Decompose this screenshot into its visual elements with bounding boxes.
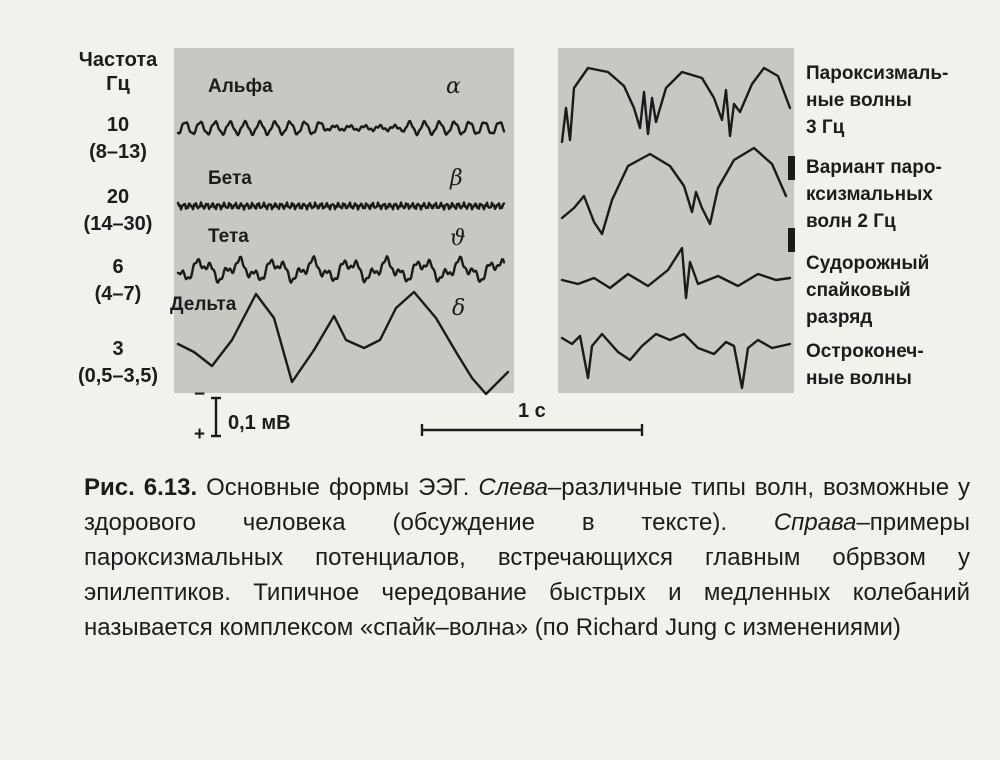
frequency-header-line-1: Частота bbox=[78, 49, 158, 71]
label-line: ксизмальных bbox=[806, 184, 933, 205]
frequency-header bbox=[66, 48, 170, 96]
delta-freq-value: 3 bbox=[112, 338, 124, 360]
label-line: спайковый bbox=[806, 280, 911, 301]
label-line: ные волны bbox=[806, 368, 912, 389]
label-line: Пароксизмаль- bbox=[806, 63, 949, 84]
beta-freq-range: (14–30) bbox=[83, 213, 153, 235]
beta-frequency bbox=[60, 184, 176, 238]
beta-symbol: β bbox=[450, 166, 463, 191]
seizure-spike-label bbox=[806, 250, 929, 331]
time-scale-label: 1 с bbox=[518, 400, 546, 422]
caption-dash-1: – bbox=[547, 474, 562, 501]
theta-label: Тета bbox=[208, 226, 249, 247]
amplitude-scale-bar bbox=[206, 394, 226, 444]
alpha-freq-range: (8–13) bbox=[89, 141, 147, 163]
label-line: ные волны bbox=[806, 90, 912, 111]
delta-label: Дельта bbox=[170, 294, 237, 315]
alpha-frequency bbox=[66, 112, 170, 166]
delta-wave-trace bbox=[174, 48, 514, 393]
amplitude-scale-label: 0,1 мВ bbox=[228, 412, 291, 434]
caption-right-text: примеры пароксизмальных потенциалов, встречающихся главным обрвзом у эпилептиков. Типичное чередование быстрых и медленных колебаний называется комплексом «спайк–волна» (по Richard Jung с изменениями) bbox=[84, 509, 970, 641]
paroxysmal-3hz-label bbox=[806, 60, 948, 141]
figure-caption bbox=[84, 470, 970, 645]
delta-freq-range: (0,5–3,5) bbox=[77, 365, 159, 387]
sharp-waves-trace bbox=[558, 48, 794, 393]
theta-freq-range: (4–7) bbox=[94, 283, 142, 305]
label-line: Судорожный bbox=[806, 253, 930, 274]
caption-paragraph bbox=[84, 470, 970, 645]
caption-left-word: Слева bbox=[478, 474, 548, 501]
theta-frequency bbox=[66, 254, 170, 308]
frequency-header-line-2: Гц bbox=[106, 73, 130, 95]
alpha-label: Альфа bbox=[208, 76, 273, 97]
label-line: Вариант паро- bbox=[806, 157, 942, 178]
amplitude-plus-sign: + bbox=[194, 424, 206, 445]
panel-edge-mark-1 bbox=[788, 156, 795, 180]
caption-title: Основные формы ЭЭГ. bbox=[206, 474, 470, 501]
alpha-symbol: α bbox=[446, 74, 461, 99]
label-line: волн 2 Гц bbox=[806, 211, 896, 232]
alpha-freq-value: 10 bbox=[106, 114, 130, 136]
caption-dash-2: – bbox=[856, 509, 870, 536]
label-line: разряд bbox=[806, 307, 873, 328]
label-line: 3 Гц bbox=[806, 117, 845, 138]
beta-freq-value: 20 bbox=[106, 186, 130, 208]
paroxysmal-eeg-panel bbox=[558, 48, 794, 393]
delta-symbol: δ bbox=[452, 296, 466, 321]
sharp-waves-label bbox=[806, 338, 924, 392]
label-line: Остроконеч- bbox=[806, 341, 924, 362]
amplitude-minus-sign: − bbox=[194, 384, 206, 405]
figure-label: Рис. 6.13. bbox=[84, 474, 198, 501]
panel-edge-mark-2 bbox=[788, 228, 795, 252]
caption-left-text: различные типы волн, возможные у здорового человека (обсуждение в тексте). bbox=[84, 474, 971, 536]
paroxysmal-2hz-label bbox=[806, 154, 942, 235]
theta-freq-value: 6 bbox=[112, 256, 124, 278]
delta-frequency bbox=[56, 336, 180, 390]
time-scale-bar bbox=[418, 420, 648, 440]
normal-eeg-panel bbox=[170, 48, 514, 393]
beta-label: Бета bbox=[208, 168, 252, 189]
theta-symbol: ϑ bbox=[450, 226, 466, 251]
caption-right-word: Справа bbox=[773, 509, 857, 536]
